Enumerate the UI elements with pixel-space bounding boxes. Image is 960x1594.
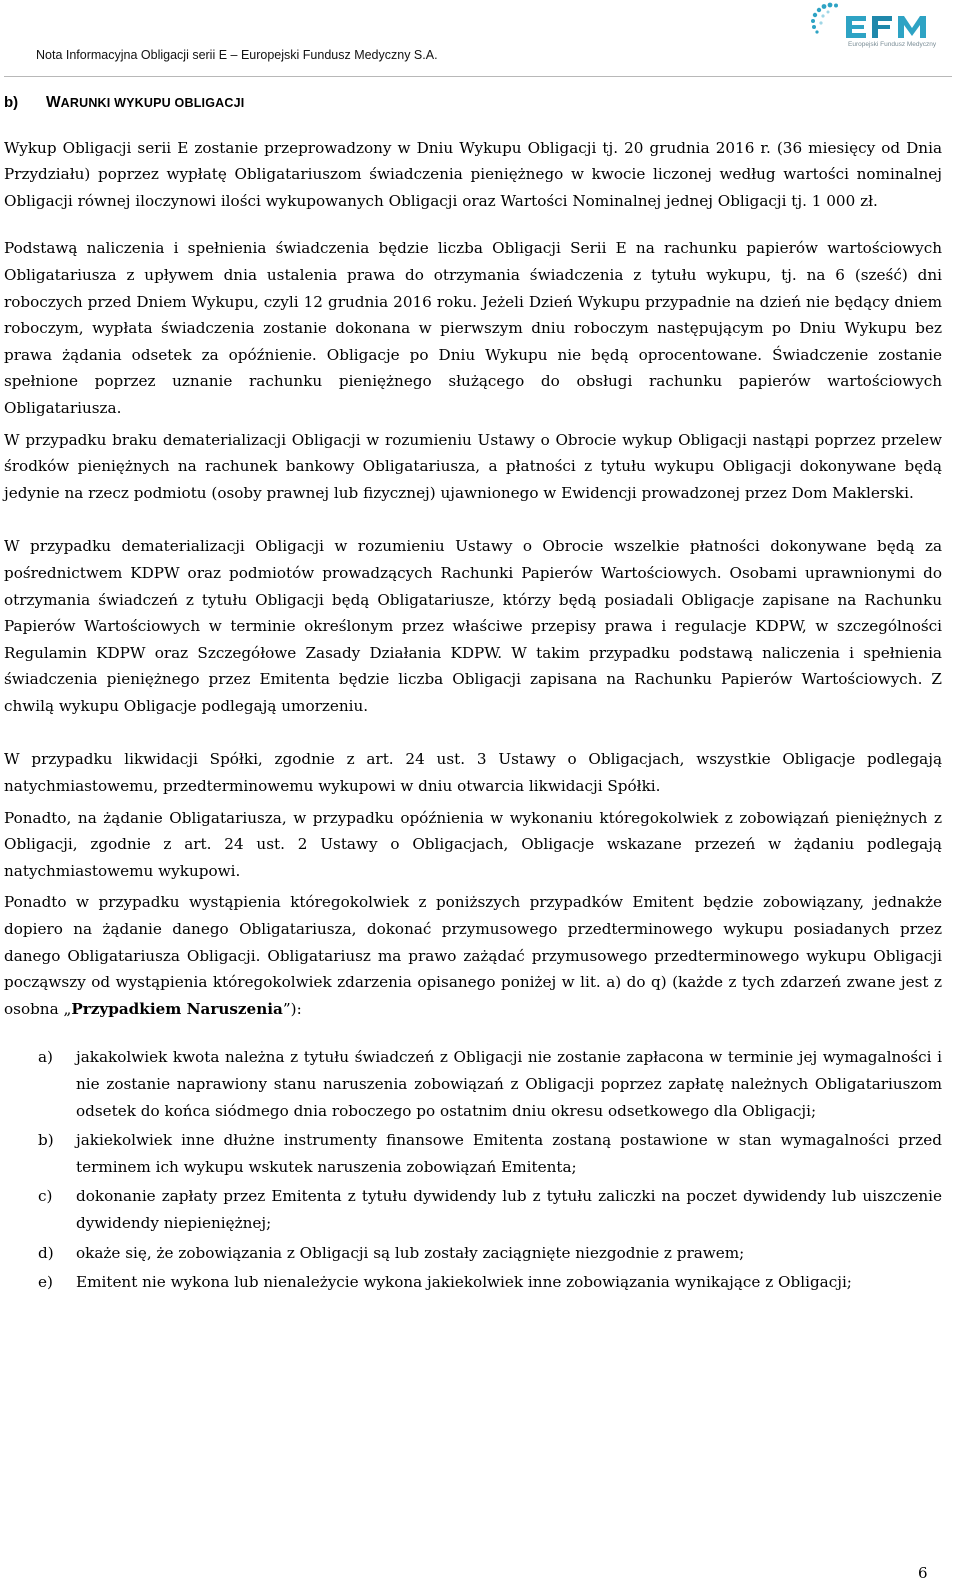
list-item <box>4 1269 942 1296</box>
defined-term: Przypadkiem Naruszenia <box>71 999 283 1018</box>
efm-logo-graphic <box>808 2 954 48</box>
list-item <box>4 1183 942 1236</box>
paragraph-settlement-basis: Podstawą naliczenia i spełnienia świadczenia będzie liczba Obligacji Serii E na rachunku papierów wartościowych Obligatariusza z upływem dnia ustalenia prawa do otrzymania świadczenia z tytułu wykupu, tj. na 6 (sześć) dni roboczych przed Dniem Wykupu, czyli 12 grudnia 2016 roku. Jeżeli Dzień Wykupu przypadnie na dzień nie będący dniem roboczym, wypłata świadczenia zostanie dokonana w pierwszym dniu roboczym następującym po Dniu Wykupu bez prawa żądania odsetek za opóźnienie. Obligacje po Dniu Wykupu nie będą oprocentowane. Świadczenie zostanie spełnione poprzez uznanie rachunku pieniężnego służącego do obsługi rachunku papierów wartościowych Obligatariusza. <box>4 239 942 417</box>
header-divider <box>4 76 952 77</box>
section-heading <box>4 90 942 117</box>
events-intro-end: ”): <box>282 999 302 1018</box>
list-item-text: jakiekolwiek inne dłużne instrumenty finansowe Emitenta zostaną postawione w stan wymagalności przed terminem ich wykupu wskutek naruszenia zobowiązań Emitenta; <box>76 1131 942 1176</box>
events-list <box>4 1044 942 1295</box>
list-item-marker: b) <box>38 1131 54 1150</box>
paragraph-dematerialization: W przypadku dematerializacji Obligacji w rozumieniu Ustawy o Obrocie wszelkie płatności dokonywane będą za pośrednictwem KDPW oraz podmiotów prowadzących Rachunki Papierów Wartościowych. Osobami uprawnionymi do otrzymania świadczeń z tytułu Obligacji będą Obligatariusze, którzy będą posiadali Obligacje zapisane na Rachunku Papierów Wartościowych w terminie określonym przez właściwe przepisy prawa i regulacje KDPW, w szczególności Regulamin KDPW oraz Szczegółowe Zasady Działania KDPW. W takim przypadku podstawą naliczenia i spełnienia świadczenia pieniężnego przez Emitenta będzie liczba Obligacji zapisana na Rachunku Papierów Wartościowych. Z chwilą wykupu Obligacje podlegają umorzeniu. <box>4 537 942 715</box>
list-item-marker: a) <box>38 1048 53 1067</box>
efm-logo <box>808 2 954 48</box>
section-title-initial: W <box>46 94 61 111</box>
events-intro: Ponadto w przypadku wystąpienia któregokolwiek z poniższych przypadków Emitent będzie zobowiązany, jednakże dopiero na żądanie danego Obligatariusza, dokonać przymusowego przedterminowego wykupu posiadanych przez danego Obligatariusza Obligacji. Obligatariusz ma prawo zażądać przymusowego przedterminowego wykupu Obligacji począwszy od wystąpienia któregokolwiek zdarzenia opisanego poniżej w lit. a) do q) (każde z tych zdarzeń zwane jest z osobna „ <box>4 893 942 1018</box>
paragraph-demand-delay: Ponadto, na żądanie Obligatariusza, w przypadku opóźnienia w wykonaniu któregokolwiek z zobowiązań pieniężnych z Obligacji, zgodnie z art. 24 ust. 2 Ustawy o Obligacjach, Obligacje wskazane przezeń w żądaniu podlegają natychmiastowemu wykupowi. <box>4 808 942 880</box>
page-number: 6 <box>918 1564 928 1582</box>
list-item <box>4 1127 942 1180</box>
section-letter: b) <box>4 94 19 111</box>
paragraph-redemption-date: Wykup Obligacji serii E zostanie przeprowadzony w Dniu Wykupu Obligacji tj. 20 grudnia 2016 r. (36 miesięcy od Dnia Przydziału) poprzez wypłatę Obligatariuszom świadczenia pieniężnego w kwocie liczonej według wartości nominalnej Obligacji równej iloczynowi ilości wykupowanych Obligacji oraz Wartości Nominalnej jednej Obligacji tj. 1 000 zł. <box>4 138 942 210</box>
list-item-marker: d) <box>38 1243 54 1262</box>
section-title: ARUNKI WYKUPU OBLIGACJI <box>60 96 245 110</box>
paragraph-no-dematerialization: W przypadku braku dematerializacji Obligacji w rozumieniu Ustawy o Obrocie wykup Obligacji nastąpi poprzez przelew środków pieniężnych na rachunek bankowy Obligatariusza, a płatności z tytułu wykupu Obligacji dokonywane będą jedynie na rzecz podmiotu (osoby prawnej lub fizycznej) ujawnionego w Ewidencji prowadzonej przez Dom Maklerski. <box>4 430 942 502</box>
list-item-text: jakakolwiek kwota należna z tytułu świadczeń z Obligacji nie zostanie zapłacona w terminie jej wymagalności i nie zostanie naprawiony stanu naruszenia zobowiązań z Obligacji poprzez zapłatę należnych Obligatariuszom odsetek do końca siódmego dnia roboczego po ostatnim dniu okresu odsetkowego dla Obligacji; <box>76 1048 942 1120</box>
list-item-marker: c) <box>38 1187 53 1206</box>
list-item-text: Emitent nie wykona lub nienależycie wykona jakiekolwiek inne zobowiązania wynikające z Obligacji; <box>76 1273 852 1292</box>
list-item-text: dokonanie zapłaty przez Emitenta z tytułu dywidendy lub z tytułu zaliczki na poczet dywidendy lub uiszczenie dywidendy niepieniężnej; <box>76 1187 942 1232</box>
logo-subtext: Europejski Fundusz Medyczny <box>848 41 937 48</box>
document-body <box>4 88 942 1311</box>
running-header: Nota Informacyjna Obligacji serii E – Europejski Fundusz Medyczny S.A. <box>36 48 438 62</box>
paragraph-events-of-default <box>4 889 942 1022</box>
list-item <box>4 1044 942 1124</box>
list-item <box>4 1240 942 1267</box>
list-item-text: okaże się, że zobowiązania z Obligacji są lub zostały zaciągnięte niezgodnie z prawem; <box>76 1243 745 1262</box>
paragraph-liquidation: W przypadku likwidacji Spółki, zgodnie z art. 24 ust. 3 Ustawy o Obligacjach, wszystkie Obligacje podlegają natychmiastowemu, przedterminowemu wykupowi w dniu otwarcia likwidacji Spółki. <box>4 750 942 796</box>
list-item-marker: e) <box>38 1273 53 1292</box>
